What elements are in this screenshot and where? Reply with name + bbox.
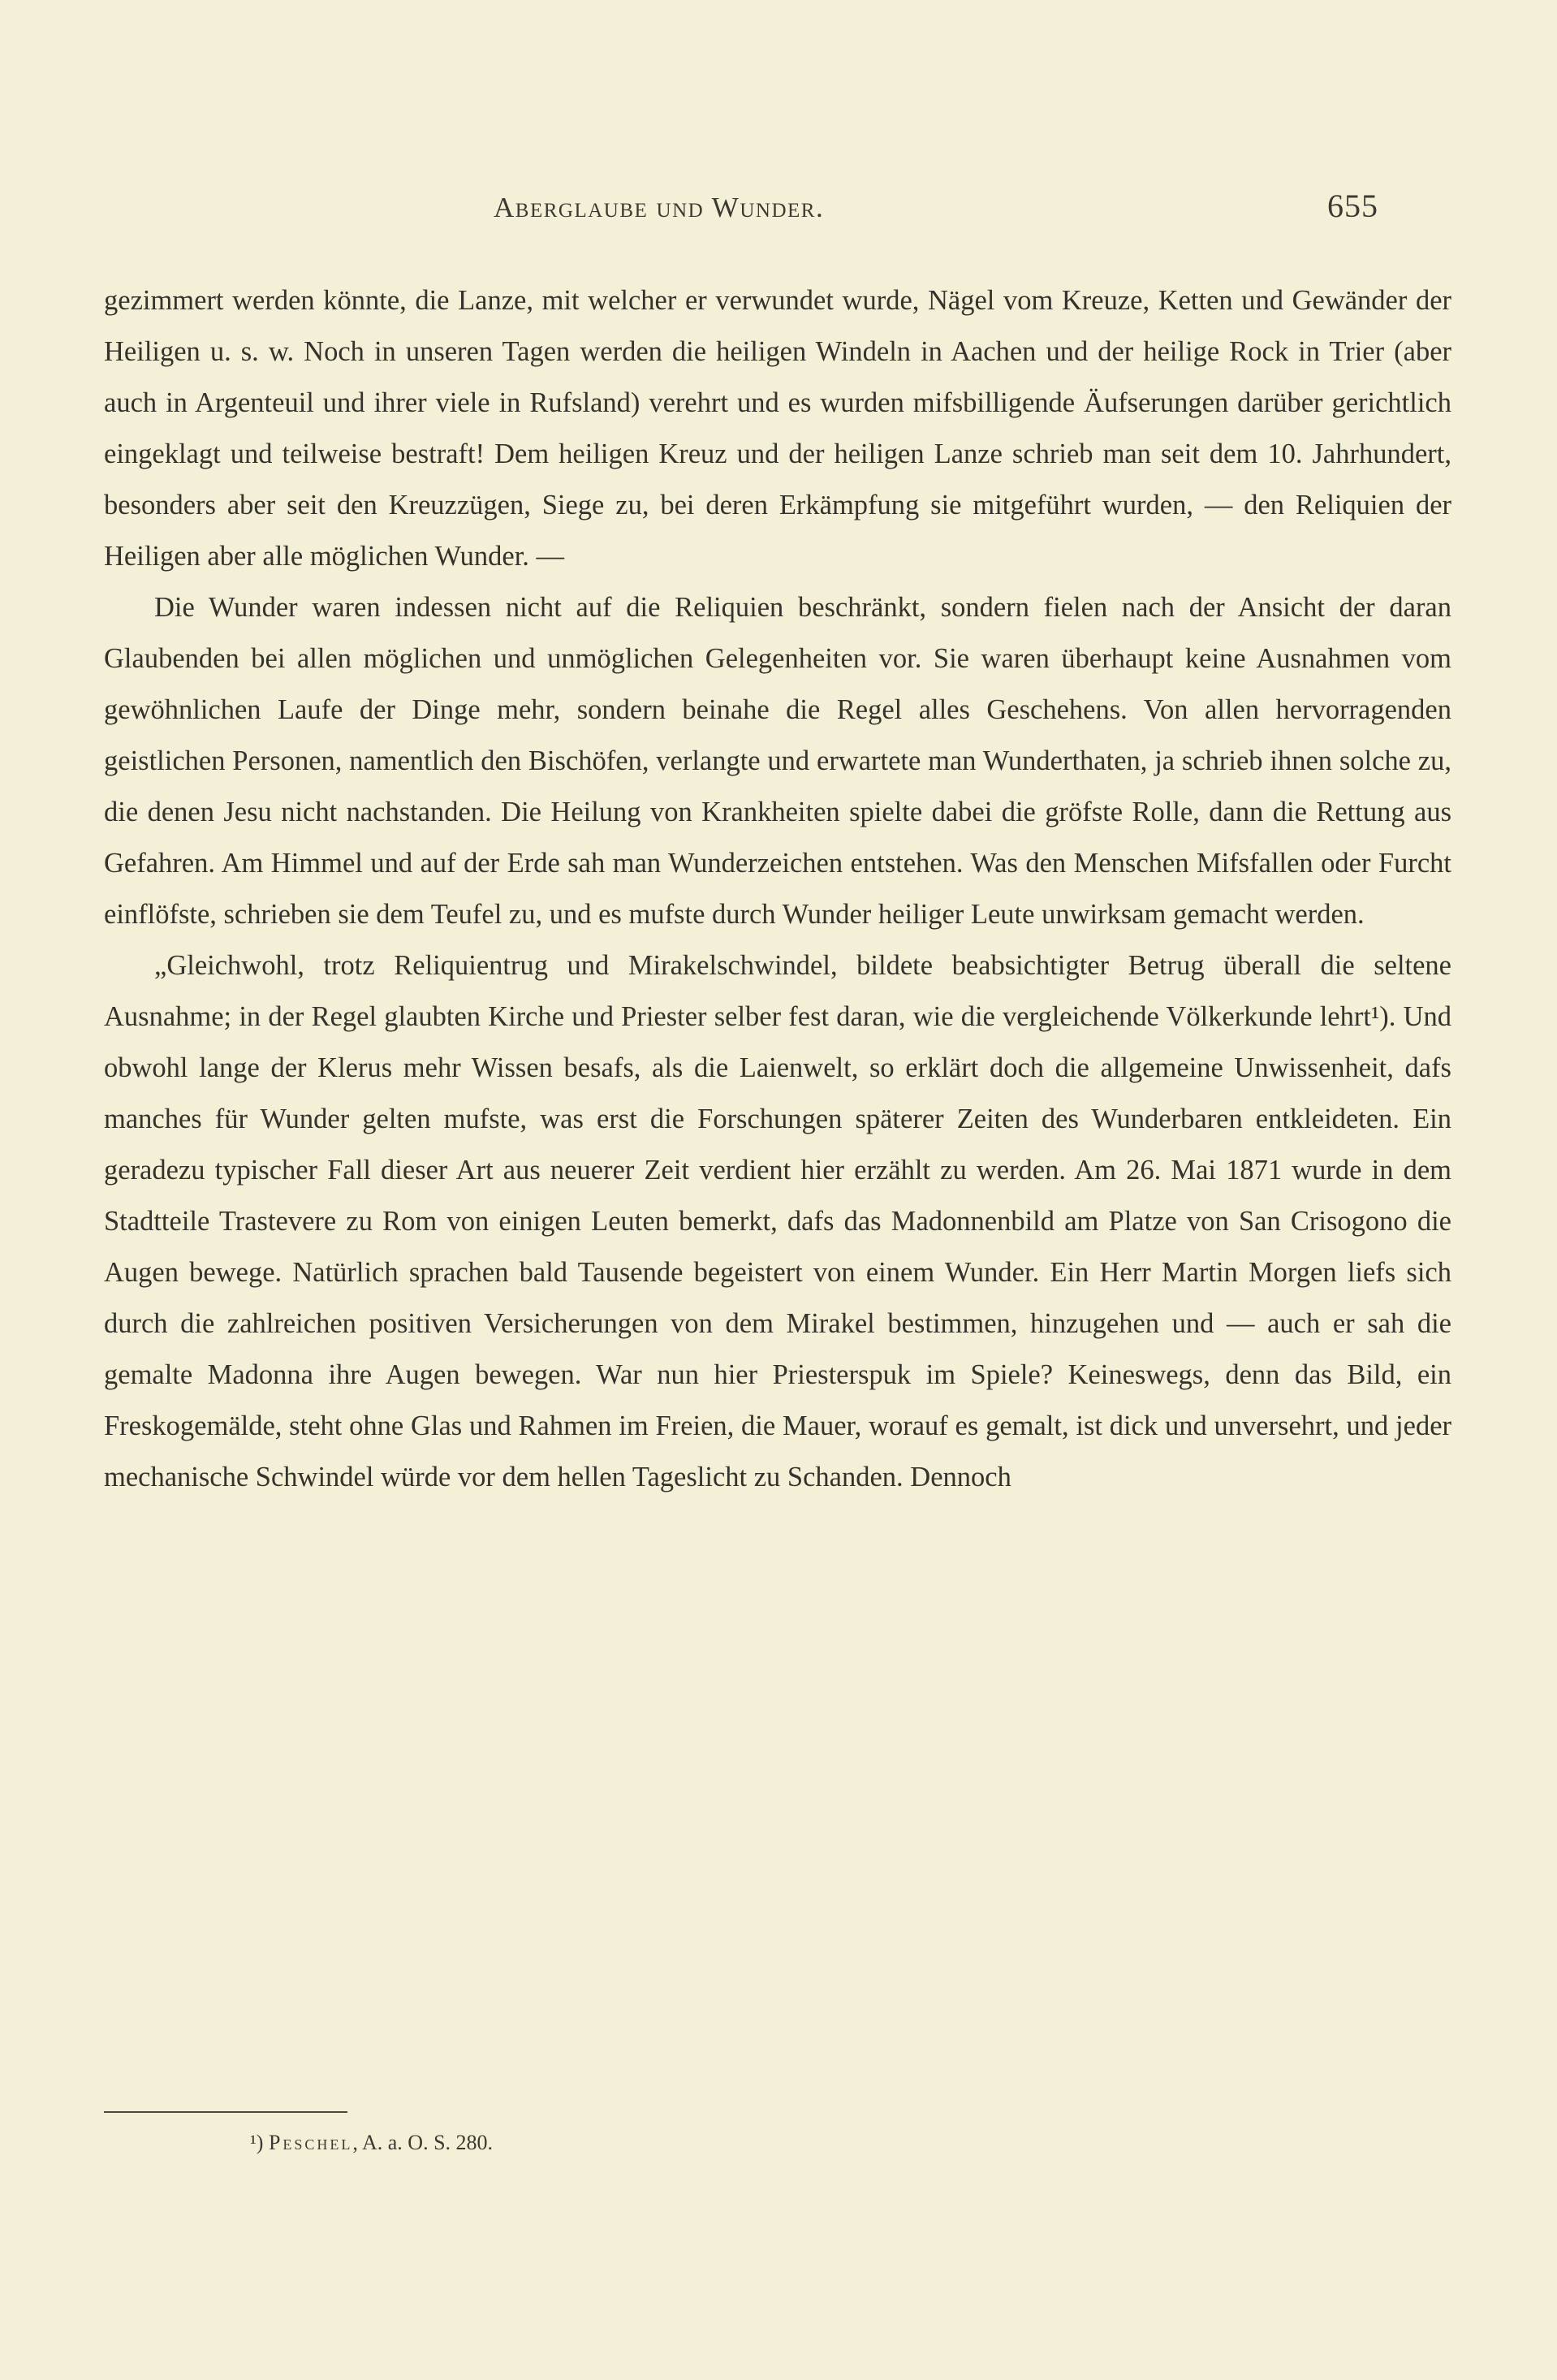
footnote-marker: ¹) <box>250 2131 264 2154</box>
paragraph-3 <box>104 940 1451 1503</box>
paragraph-3-text: „Gleichwohl, trotz Reliquientrug und Mirakelschwindel, bildete beabsichtigter Betrug überall die seltene Ausnahme; in der Regel glaubten Kirche und Priester selber fest daran, wie die vergleichende Völkerkunde lehrt¹). Und obwohl lange der Klerus mehr Wissen besafs, als die Laienwelt, so erklärt doch die allgemeine Unwissenheit, dafs manches für Wunder gelten mufste, was erst die Forschungen späterer Zeiten des Wunderbaren entkleideten. Ein geradezu typischer Fall dieser Art aus neuerer Zeit verdient hier erzählt zu werden. Am 26. Mai 1871 wurde in dem Stadtteile Trastevere zu Rom von einigen Leuten bemerkt, dafs das Madonnenbild am Platze von San Crisogono die Augen bewege. Natürlich sprachen bald Tausende begeistert von einem Wunder. Ein Herr Martin Morgen liefs sich durch die zahlreichen positiven Versicherungen von dem Mirakel bestimmen, hinzugehen und — auch er sah die gemalte Madonna ihre Augen bewegen. War nun hier Priesterspuk im Spiele? Keineswegs, denn das Bild, ein Freskogemälde, steht ohne Glas und Rahmen im Freien, die Mauer, worauf es gemalt, ist dick und unversehrt, und jeder mechanische Schwindel würde vor dem hellen Tageslicht zu Schanden. Dennoch <box>104 950 1451 1492</box>
paragraph-2-text: Die Wunder waren indessen nicht auf die Reliquien beschränkt, sondern fielen nach der Ansicht der daran Glaubenden bei allen möglichen und unmöglichen Gelegenheiten vor. Sie waren überhaupt keine Ausnahmen vom gewöhnlichen Laufe der Dinge mehr, sondern beinahe die Regel alles Geschehens. Von allen hervorragenden geistlichen Personen, namentlich den Bischöfen, verlangte und erwartete man Wunderthaten, ja schrieb ihnen solche zu, die denen Jesu nicht nachstanden. Die Heilung von Krankheiten spielte dabei die gröfste Rolle, dann die Rettung aus Gefahren. Am Himmel und auf der Erde sah man Wunderzeichen entstehen. Was den Menschen Mifsfallen oder Furcht einflöfste, schrieben sie dem Teufel zu, und es mufste durch Wunder heiliger Leute unwirksam gemacht werden. <box>104 592 1451 930</box>
body-text <box>104 275 1451 1503</box>
page-content <box>104 187 1451 1503</box>
paragraph-1 <box>104 275 1451 582</box>
running-head-title: Aberglaube und Wunder. <box>494 192 825 223</box>
page-number: 655 <box>1327 188 1378 224</box>
running-head <box>494 187 1378 225</box>
footnote-area <box>104 2111 1451 2158</box>
footnote-reference: , A. a. O. S. 280. <box>352 2131 494 2154</box>
footnote <box>250 2127 1451 2158</box>
paragraph-1-text: gezimmert werden könnte, die Lanze, mit welcher er verwundet wurde, Nägel vom Kreuze, Ketten und Gewänder der Heiligen u. s. w. Noch in unseren Tagen werden die heiligen Windeln in Aachen und der heilige Rock in Trier (aber auch in Argenteuil und ihrer viele in Rufsland) verehrt und es wurden mifsbilligende Äufserungen darüber gerichtlich eingeklagt und teilweise bestraft! Dem heiligen Kreuz und der heiligen Lanze schrieb man seit dem 10. Jahrhundert, besonders aber seit den Kreuzzügen, Siege zu, bei deren Erkämpfung sie mitgeführt wurden, — den Reliquien der Heiligen aber alle möglichen Wunder. — <box>104 285 1451 572</box>
footnote-rule <box>104 2111 347 2113</box>
footnote-author: Peschel <box>268 2131 353 2154</box>
paragraph-2 <box>104 582 1451 940</box>
